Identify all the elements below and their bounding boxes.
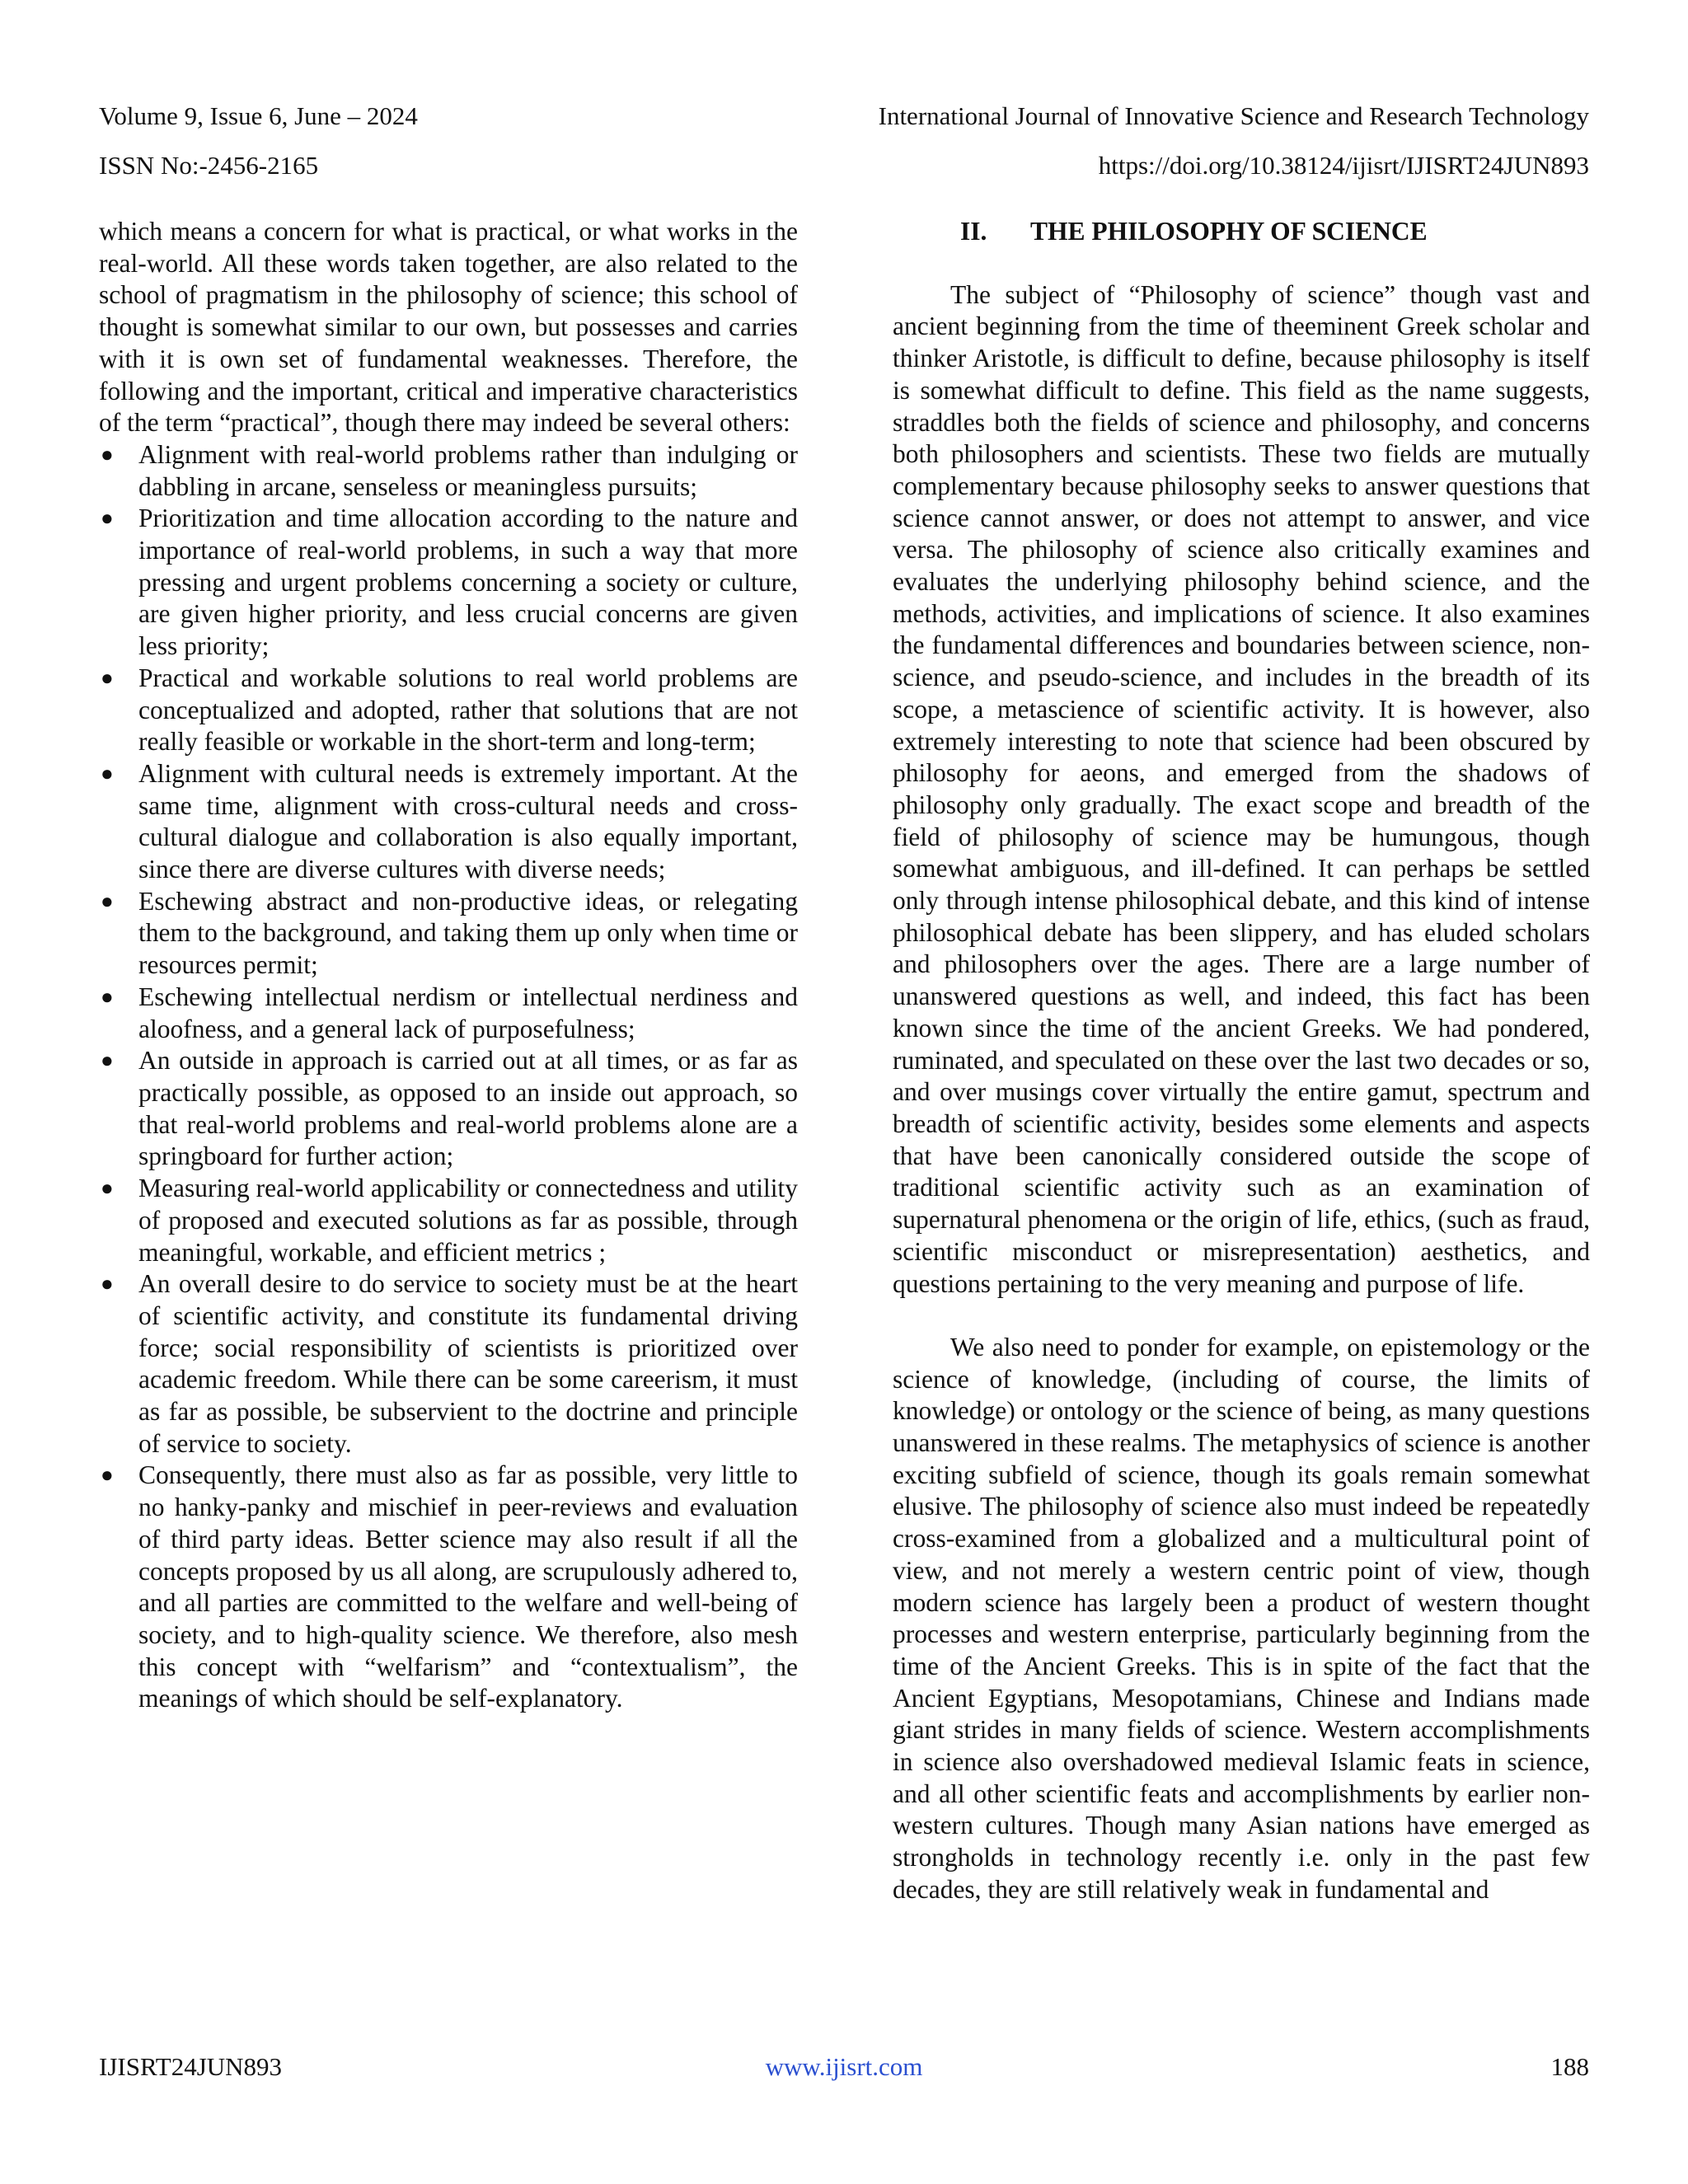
bullet-icon: ● — [101, 442, 114, 466]
page-number: 188 — [1550, 2052, 1589, 2081]
list-item-text: Eschewing intellectual nerdism or intellectual nerdiness and aloofness, and a general lack of purposefulness; — [138, 982, 798, 1043]
bullet-icon: ● — [101, 506, 114, 531]
list-item-text: Eschewing abstract and non-productive ideas, or relegating them to the background, and taking them up only when time or resources permit; — [138, 886, 798, 980]
list-item-text: Consequently, there must also as far as possible, very little to no hanky-panky and mischief in peer-reviews and evaluation of third party ideas. Better science may also result if all the concepts proposed by us all along, are scrupulously adhered to, and all parties are committed to the welfare and well-being of society, and to high-quality science. We therefore, also mesh this concept with “welfarism” and “contextualism”, the meanings of which should be self-explanatory. — [138, 1460, 798, 1713]
section-number: II. — [960, 217, 987, 246]
list-item — [99, 1268, 798, 1460]
list-item — [99, 503, 798, 663]
bullet-icon: ● — [101, 1463, 114, 1488]
list-item-text: An outside in approach is carried out at all times, or as far as practically possible, as opposed to an inside out approach, so that real-world problems and real-world problems alone are a springboard for further action; — [138, 1046, 798, 1171]
header-issn: ISSN No:-2456-2165 — [99, 151, 319, 180]
list-item — [99, 982, 798, 1045]
website-link[interactable]: www.ijisrt.com — [765, 2052, 923, 2081]
list-item — [99, 1173, 798, 1268]
list-item-text: An overall desire to do service to society must be at the heart of scientific activity, and constitute its fundamental driving force; social responsibility of scientists is prioritized over academic freedom. While there can be some careerism, it must as far as possible, be subservient to the doctrine and principle of service to society. — [138, 1269, 798, 1458]
bullet-icon: ● — [101, 1176, 114, 1201]
header-doi-link[interactable]: https://doi.org/10.38124/ijisrt/IJISRT24JUN893 — [1098, 151, 1589, 180]
section-heading — [893, 216, 1590, 248]
left-column — [99, 216, 798, 1715]
list-item-text: Alignment with cultural needs is extremely important. At the same time, alignment with cross-cultural needs and cross-cultural dialogue and collaboration is also equally important, since there are diverse cultures with diverse needs; — [138, 758, 798, 884]
header-journal-name: International Journal of Innovative Science and Research Technology — [878, 101, 1589, 130]
header-volume: Volume 9, Issue 6, June – 2024 — [99, 101, 418, 130]
list-item — [99, 758, 798, 886]
list-item-text: Prioritization and time allocation according to the nature and importance of real-world problems, in such a way that more pressing and urgent problems concerning a society or culture, are given higher priority, and less crucial concerns are given less priority; — [138, 504, 798, 661]
footer-paper-id: IJISRT24JUN893 — [99, 2052, 283, 2081]
right-column — [893, 216, 1590, 1906]
list-item-text: Measuring real-world applicability or connectedness and utility of proposed and executed solutions as far as possible, through meaningful, workable, and efficient metrics ; — [138, 1174, 798, 1267]
bullet-icon: ● — [101, 984, 114, 1009]
bullet-icon: ● — [101, 888, 114, 913]
list-item — [99, 1045, 798, 1173]
body-paragraph: The subject of “Philosophy of science” though vast and ancient beginning from the time of theeminent Greek scholar and thinker Aristotle, is difficult to define, because philosophy is itself is somewhat difficult to define. This field as the name suggests, straddles both the fields of science and philosophy, and concerns both philosophers and scientists. These two fields are mutually complementary because philosophy seeks to answer questions that science cannot answer, or does not attempt to answer, and vice versa. The philosophy of science also critically examines and evaluates the underlying philosophy behind science, and the methods, activities, and implications of science. It also examines the fundamental differences and boundaries between science, non-science, and pseudo-science, and includes in the breadth of its scope, a metascience of scientific activity. It is however, also extremely interesting to note that science had been obscured by philosophy for aeons, and emerged from the shadows of philosophy only gradually. The exact scope and breadth of the field of philosophy of science may be humungous, though somewhat ambiguous, and ill-defined. It can perhaps be settled only through intense philosophical debate, and this kind of intense philosophical debate has been slippery, and has eluded scholars and philosophers over the ages. There are a large number of unanswered questions as well, and indeed, this fact has been known since the time of the ancient Greeks. We had pondered, ruminated, and speculated on these over the last two decades or so, and over musings cover virtually the entire gamut, spectrum and breadth of scientific activity, besides some elements and aspects that have been canonically considered outside the scope of traditional scientific activity such as an examination of supernatural phenomena or the origin of life, ethics, (such as fraud, scientific misconduct or misrepresentation) aesthetics, and questions pertaining to the very meaning and purpose of life. — [893, 279, 1590, 1298]
body-paragraph: We also need to ponder for example, on epistemology or the science of knowledge, (including of course, the limits of knowledge) or ontology or the science of being, as many questions unanswered in these realms. The metaphysics of science is another exciting subfield of science, though its goals remain somewhat elusive. The philosophy of science also must indeed be repeatedly cross-examined from a globalized and a multicultural point of view, and not merely a western centric point of view, though modern science has largely been a product of western thought processes and western enterprise, particularly beginning from the time of the Ancient Greeks. This is in spite of the fact that the Ancient Egyptians, Mesopotamians, Chinese and Indians made giant strides in many fields of science. Western accomplishments in science also overshadowed medieval Islamic feats in science, and all other scientific feats and accomplishments by earlier non-western cultures. Though many Asian nations have emerged as strongholds in technology recently i.e. only in the past few decades, they are still relatively weak in fundamental and — [893, 1332, 1590, 1904]
list-item — [99, 663, 798, 758]
section-title: THE PHILOSOPHY OF SCIENCE — [1030, 217, 1428, 246]
list-item-text: Practical and workable solutions to real world problems are conceptualized and adopted, rather that solutions that are not really feasible or workable in the short-term and long-term; — [138, 663, 798, 757]
list-item-text: Alignment with real-world problems rather than indulging or dabbling in arcane, senseless or meaningless pursuits; — [138, 439, 798, 501]
bullet-icon: ● — [101, 1048, 114, 1073]
intro-paragraph: which means a concern for what is practical, or what works in the real-world. All these words taken together, are also related to the school of pragmatism in the philosophy of science; this school of thought is somewhat similar to our own, but possesses and carries with it is own set of fundamental weaknesses. Therefore, the following and the important, critical and imperative characteristics of the term “practical”, though there may indeed be several others: — [99, 217, 798, 438]
footer-website — [0, 2050, 1688, 2083]
characteristics-list — [99, 439, 798, 1715]
list-item — [99, 1460, 798, 1715]
bullet-icon: ● — [101, 1272, 114, 1296]
list-item — [99, 886, 798, 982]
bullet-icon: ● — [101, 761, 114, 785]
paragraph-spacer — [893, 1300, 1590, 1332]
list-item — [99, 439, 798, 503]
bullet-icon: ● — [101, 665, 114, 690]
